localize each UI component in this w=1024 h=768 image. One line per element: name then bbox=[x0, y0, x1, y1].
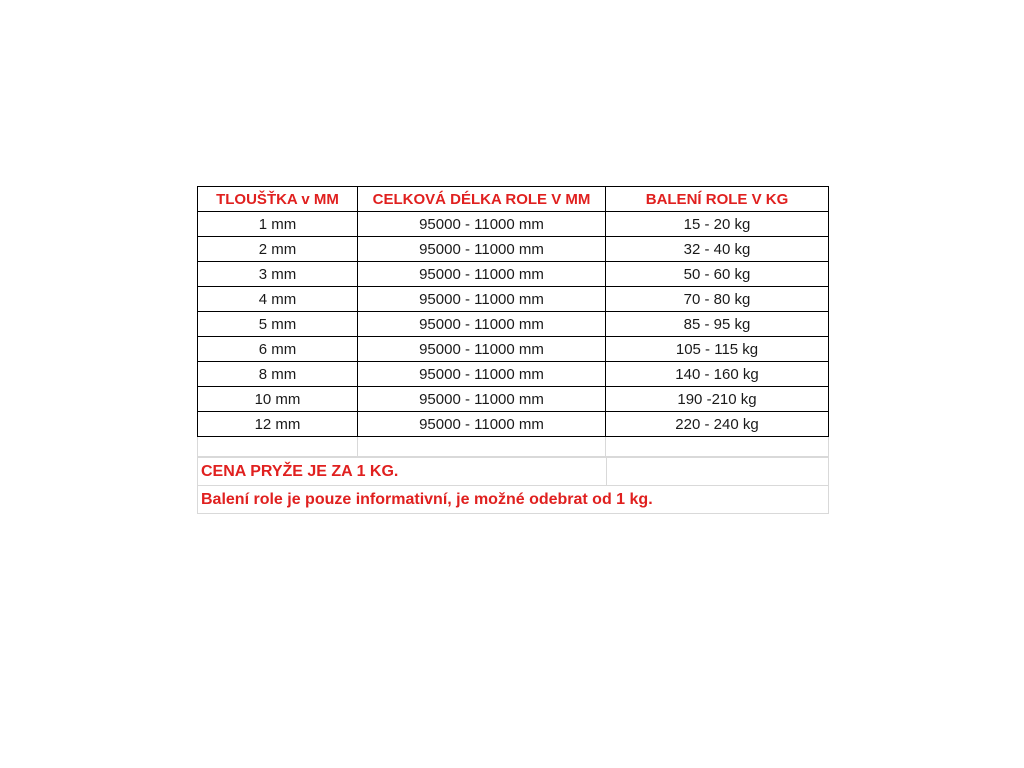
cell-weight: 70 - 80 kg bbox=[606, 287, 829, 312]
cell-length: 95000 - 11000 mm bbox=[358, 212, 606, 237]
cell-thickness: 4 mm bbox=[198, 287, 358, 312]
cell-weight: 220 - 240 kg bbox=[606, 412, 829, 437]
cell-length: 95000 - 11000 mm bbox=[358, 287, 606, 312]
table-row bbox=[198, 237, 829, 262]
empty-cell bbox=[198, 437, 358, 457]
table-row bbox=[198, 287, 829, 312]
price-note-row bbox=[198, 458, 829, 486]
cell-weight: 190 -210 kg bbox=[606, 387, 829, 412]
cell-thickness: 10 mm bbox=[198, 387, 358, 412]
empty-cell bbox=[607, 458, 829, 486]
cell-length: 95000 - 11000 mm bbox=[358, 337, 606, 362]
cell-weight: 140 - 160 kg bbox=[606, 362, 829, 387]
table-row bbox=[198, 412, 829, 437]
header-total-length: CELKOVÁ DÉLKA ROLE V MM bbox=[358, 187, 606, 212]
cell-weight: 85 - 95 kg bbox=[606, 312, 829, 337]
thickness-table bbox=[197, 186, 829, 457]
header-row bbox=[198, 187, 829, 212]
cell-length: 95000 - 11000 mm bbox=[358, 362, 606, 387]
cell-length: 95000 - 11000 mm bbox=[358, 387, 606, 412]
header-roll-weight: BALENÍ ROLE V KG bbox=[606, 187, 829, 212]
cell-thickness: 2 mm bbox=[198, 237, 358, 262]
cell-length: 95000 - 11000 mm bbox=[358, 237, 606, 262]
cell-thickness: 8 mm bbox=[198, 362, 358, 387]
cell-weight: 32 - 40 kg bbox=[606, 237, 829, 262]
table-row bbox=[198, 312, 829, 337]
packaging-note: Balení role je pouze informativní, je možné odebrat od 1 kg. bbox=[198, 486, 829, 514]
table-row bbox=[198, 212, 829, 237]
cell-length: 95000 - 11000 mm bbox=[358, 412, 606, 437]
price-note: CENA PRYŽE JE ZA 1 KG. bbox=[198, 458, 607, 486]
cell-length: 95000 - 11000 mm bbox=[358, 312, 606, 337]
table-row bbox=[198, 337, 829, 362]
cell-weight: 15 - 20 kg bbox=[606, 212, 829, 237]
cell-thickness: 6 mm bbox=[198, 337, 358, 362]
cell-weight: 50 - 60 kg bbox=[606, 262, 829, 287]
notes-block bbox=[197, 457, 829, 514]
header-thickness: TLOUŠŤKA v MM bbox=[198, 187, 358, 212]
cell-thickness: 3 mm bbox=[198, 262, 358, 287]
empty-cell bbox=[358, 437, 606, 457]
cell-length: 95000 - 11000 mm bbox=[358, 262, 606, 287]
empty-cell bbox=[606, 437, 829, 457]
cell-thickness: 12 mm bbox=[198, 412, 358, 437]
cell-thickness: 5 mm bbox=[198, 312, 358, 337]
cell-thickness: 1 mm bbox=[198, 212, 358, 237]
packaging-note-row bbox=[198, 486, 829, 514]
spreadsheet-area bbox=[197, 186, 829, 514]
cell-weight: 105 - 115 kg bbox=[606, 337, 829, 362]
empty-row bbox=[198, 437, 829, 457]
table-row bbox=[198, 362, 829, 387]
table-row bbox=[198, 387, 829, 412]
table-row bbox=[198, 262, 829, 287]
